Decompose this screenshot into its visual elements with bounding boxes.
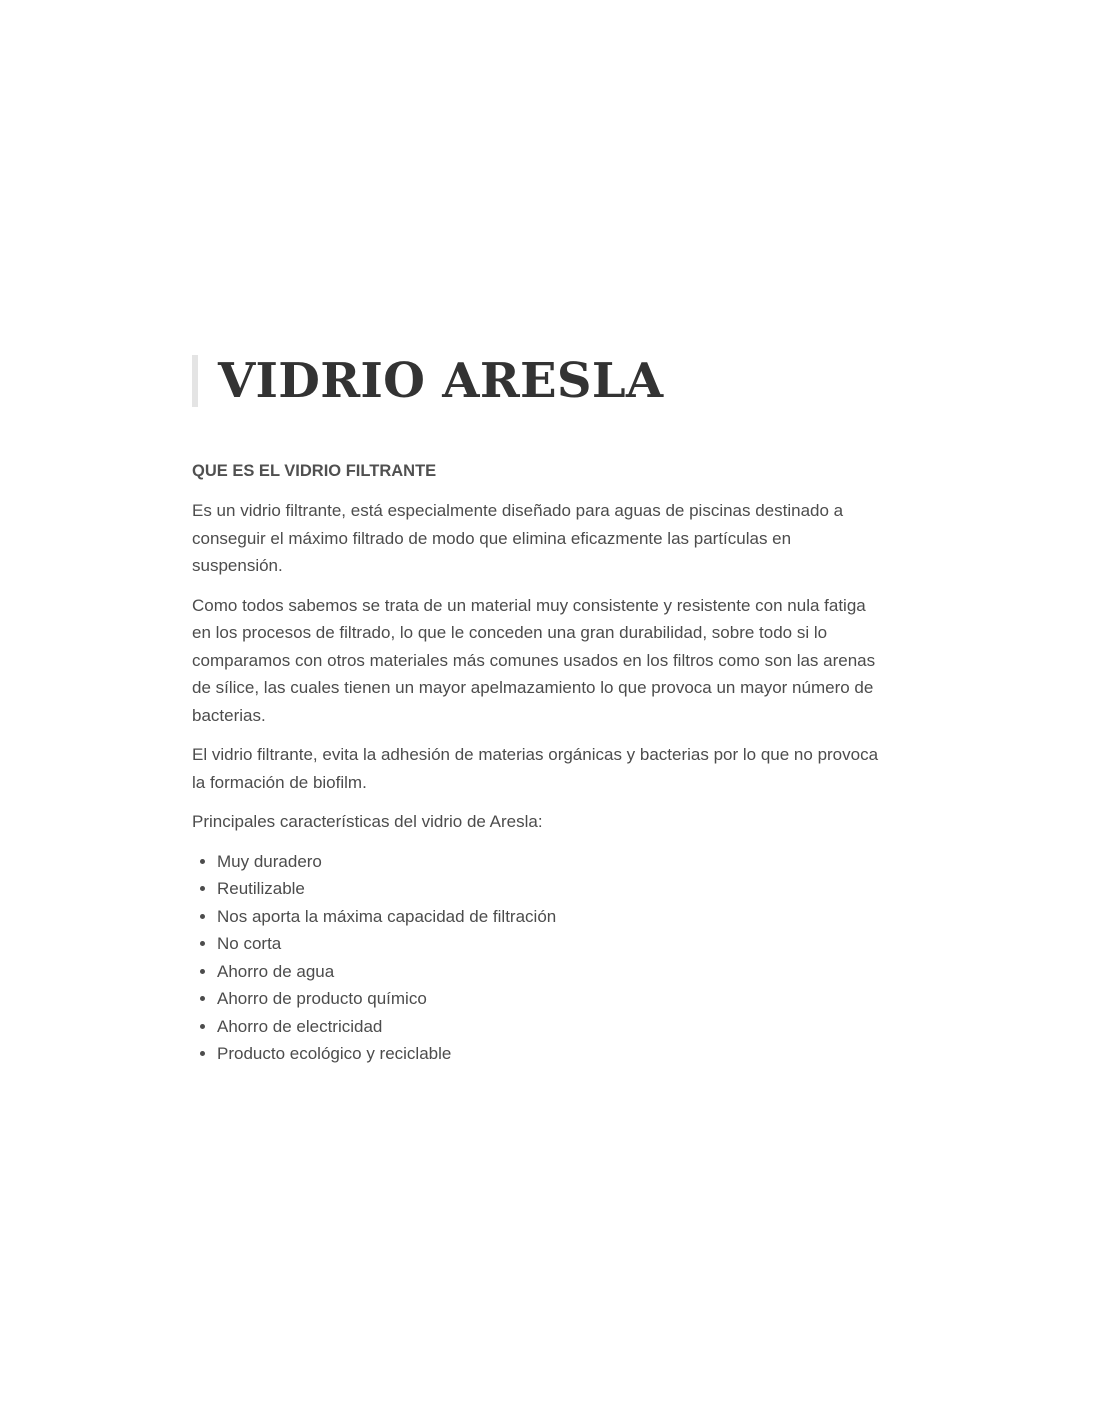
features-list — [192, 848, 882, 1068]
list-item: • No corta — [217, 930, 882, 958]
list-item: • Muy duradero — [217, 848, 882, 876]
page-title: VIDRIO ARESLA — [218, 353, 664, 409]
paragraph-biofilm: El vidrio filtrante, evita la adhesión de materias orgánicas y bacterias por lo que no provoca la formación de biofilm. — [192, 745, 879, 792]
list-item: • Ahorro de agua — [217, 958, 882, 986]
article-content — [192, 355, 882, 1068]
paragraph-features-intro: Principales características del vidrio de Aresla: — [192, 812, 543, 831]
title-block — [192, 355, 882, 407]
list-item: • Ahorro de electricidad — [217, 1013, 882, 1041]
paragraph-intro: Es un vidrio filtrante, está especialmente diseñado para aguas de piscinas destinado a conseguir el máximo filtrado de modo que elimina eficazmente las partículas en suspensión. — [192, 501, 844, 575]
paragraph-durability: Como todos sabemos se trata de un material muy consistente y resistente con nula fatiga en los procesos de filtrado, lo que le conceden una gran durabilidad, sobre todo si lo comparamos con otros materiales más comunes usados en los filtros como son las arenas de sílice, las cuales tienen un mayor apelmazamiento lo que provoca un mayor número de bacterias. — [192, 595, 876, 725]
list-item: • Producto ecológico y reciclable — [217, 1040, 882, 1068]
list-item: • Ahorro de producto químico — [217, 985, 882, 1013]
section-subtitle: QUE ES EL VIDRIO FILTRANTE — [192, 462, 437, 480]
list-item: • Nos aporta la máxima capacidad de filtración — [217, 903, 882, 931]
list-item: • Reutilizable — [217, 875, 882, 903]
